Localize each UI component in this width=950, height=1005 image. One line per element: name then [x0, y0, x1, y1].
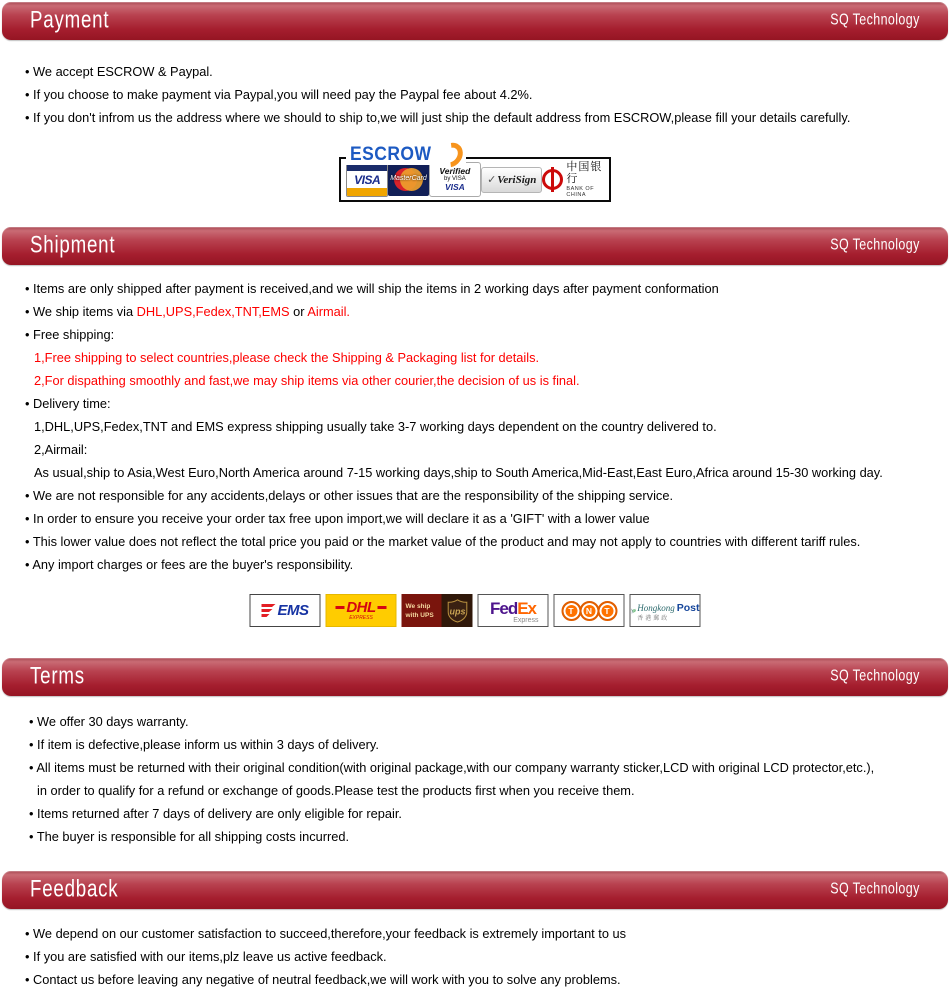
escrow-payment-logos: [339, 144, 611, 202]
feedback-section-title: Feedback: [30, 875, 119, 903]
dhl-wordmark: DHL: [333, 600, 388, 615]
fedex-express-label: Express: [513, 617, 539, 624]
dhl-express-label: EXPRESS: [349, 615, 373, 621]
sub-item: As usual,ship to Asia,West Euro,North America around 7-15 working days,ship to South America,Mid-East,East Euro,Africa around 15-30 working day.: [34, 465, 883, 480]
sub-item: 2,Airmail:: [34, 442, 88, 457]
bullet-continuation: in order to qualify for a refund or exchange of goods.Please test the products first when you receive them.: [37, 783, 635, 798]
bullet-item: • If you choose to make payment via Paypal,you will need pay the Paypal fee about 4.2%.: [0, 83, 950, 106]
shipment-section-title: Shipment: [30, 231, 116, 259]
sub-item: 2,For dispathing smoothly and fast,we may ship items via other courier,the decision of us is final.: [34, 373, 580, 388]
verified-line: Verified: [439, 166, 471, 177]
mastercard-logo: [388, 163, 428, 196]
bullet-item: • If you are satisfied with our items,plz leave us active feedback.: [0, 945, 950, 968]
visa-gold-band: [347, 188, 387, 196]
hongkong-post-cn: 香港郵政: [637, 616, 670, 622]
ems-chevrons-icon: [261, 604, 275, 617]
ups-shield-panel: [442, 594, 473, 627]
shipment-bullet-list: [0, 277, 950, 576]
tnt-logo: [554, 594, 625, 627]
feedback-header-bar: [2, 871, 948, 909]
mastercard-wordmark: MasterCard: [390, 175, 427, 182]
escrow-logo: [346, 144, 466, 165]
hongkong-post-bird-icon: [631, 600, 637, 622]
visa-line: VISA: [444, 181, 465, 192]
ups-text-line1: We ship: [405, 602, 431, 610]
brand-label: SQ Technology: [830, 667, 920, 685]
verisign-wordmark: VeriSign: [497, 173, 537, 186]
carriers-highlight: DHL,UPS,Fedex,TNT,EMS: [136, 304, 290, 319]
hongkong-post-logo: [630, 594, 701, 627]
visa-wordmark: VISA: [354, 172, 381, 187]
payment-header-bar: [2, 2, 948, 40]
verisign-check-icon: ✓: [487, 174, 497, 186]
terms-header-bar: [2, 658, 948, 696]
bullet-item: • All items must be returned with their original condition(with original package,with our company warranty sticker,LCD with original LCD protector,etc.),: [0, 756, 950, 779]
bullet-item: [0, 300, 950, 323]
verified-by-visa-logo: [429, 162, 481, 197]
bullet-item: • Items are only shipped after payment is received,and we will ship the items in 2 working days after payment conformation: [0, 277, 950, 300]
tnt-circle: N: [579, 601, 599, 621]
payment-section-title: Payment: [30, 6, 110, 34]
bullet-item: • We depend on our customer satisfaction to succeed,therefore,your feedback is extremely important to us: [0, 922, 950, 945]
ups-shield-icon: [447, 599, 467, 623]
bullet-item: • We offer 30 days warranty.: [0, 710, 950, 733]
verisign-logo: [481, 167, 542, 193]
brand-label: SQ Technology: [830, 11, 920, 29]
carrier-logo-row: [250, 594, 701, 627]
text-segment: We ship items via: [33, 304, 137, 319]
brand-label: SQ Technology: [830, 880, 920, 898]
bullet-item: • We accept ESCROW & Paypal.: [0, 60, 950, 83]
bullet-item: • Any import charges or fees are the buyer's responsibility.: [0, 553, 950, 576]
bullet-item: • Contact us before leaving any negative of neutral feedback,we will work with you to solve any problems.: [0, 968, 950, 991]
ups-logo: [402, 594, 473, 627]
ems-logo: [250, 594, 321, 627]
shipment-header-bar: [2, 227, 948, 265]
fedex-ex: Ex: [517, 598, 537, 618]
bullet-item: • If item is defective,please inform us within 3 days of delivery.: [0, 733, 950, 756]
ems-wordmark: EMS: [277, 602, 309, 619]
bullet-item: • This lower value does not reflect the total price you paid or the market value of the product and may not apply to countries with different tariff rules.: [0, 530, 950, 553]
bank-of-china-cn: 中国银行: [566, 161, 603, 186]
brand-label: SQ Technology: [830, 236, 920, 254]
terms-bullet-list: [0, 710, 950, 848]
fedex-fed: Fed: [489, 598, 518, 618]
sub-item: 1,DHL,UPS,Fedex,TNT and EMS express shipping usually take 3-7 working days dependent on the country delivered to.: [34, 419, 717, 434]
fedex-logo: [478, 594, 549, 627]
bullet-item: • We are not responsible for any accidents,delays or other issues that are the responsibility of the shipping service.: [0, 484, 950, 507]
bullet-item: • Free shipping:: [0, 323, 950, 346]
by-visa-line: by VISA: [444, 176, 466, 183]
escrow-wordmark: ESCROW: [350, 143, 432, 165]
bank-of-china-en: BANK OF CHINA: [566, 185, 595, 198]
ups-text-line2: with UPS: [405, 611, 434, 619]
sub-item: 1,Free shipping to select countries,please check the Shipping & Packaging list for details.: [34, 350, 540, 365]
ups-shield-text: ups: [448, 606, 466, 616]
text-segment: or: [289, 304, 308, 319]
post-wordmark: Post: [676, 602, 700, 615]
dhl-logo: [326, 594, 397, 627]
bullet-item: • Delivery time:: [0, 392, 950, 415]
tnt-circle: T: [561, 601, 581, 621]
tnt-circle: T: [597, 601, 617, 621]
airmail-highlight: Airmail.: [307, 304, 350, 319]
terms-section-title: Terms: [30, 662, 85, 690]
hongkong-wordmark: Hongkong: [637, 603, 675, 614]
bullet-item: • If you don't infrom us the address where we should to ship to,we will just ship the default address from ESCROW,please fill your details carefully.: [0, 106, 950, 129]
payment-bullet-list: [0, 60, 950, 129]
bank-of-china-logo: [542, 161, 604, 197]
bullet-item: • In order to ensure you receive your order tax free upon import,we will declare it as a 'GIFT' with a lower value: [0, 507, 950, 530]
bullet-item: • Items returned after 7 days of delivery are only eligible for repair.: [0, 802, 950, 825]
feedback-bullet-list: [0, 922, 950, 991]
bullet-item: • The buyer is responsible for all shipping costs incurred.: [0, 825, 950, 848]
bank-of-china-emblem-icon: [542, 169, 563, 190]
we-ship-with-ups-label: [402, 594, 442, 627]
visa-logo: [346, 162, 388, 197]
